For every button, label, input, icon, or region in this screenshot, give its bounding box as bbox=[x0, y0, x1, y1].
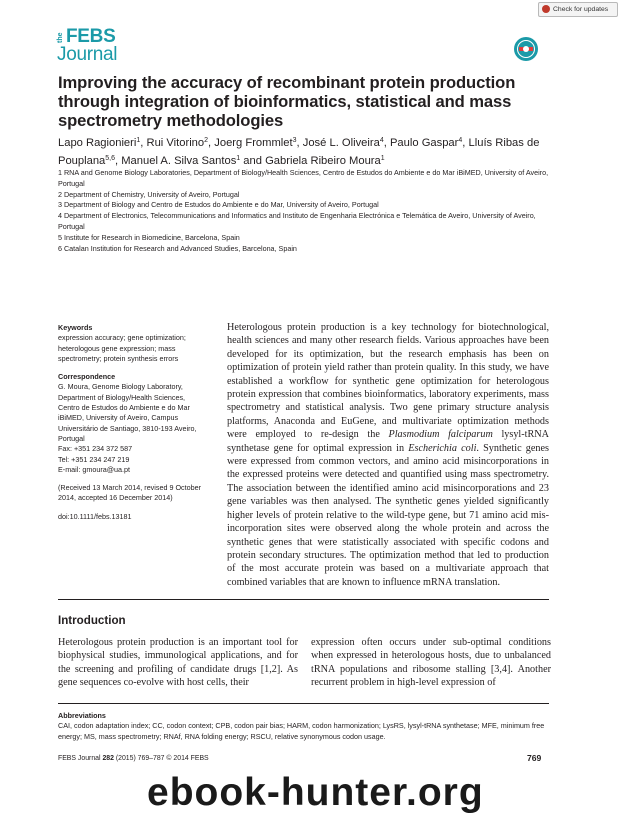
journal-logo-febs: FEBS bbox=[66, 26, 116, 47]
check-for-updates-button[interactable] bbox=[538, 2, 618, 17]
author-affiliation-marker: 4 bbox=[379, 137, 384, 144]
author-name: José L. Oliveira bbox=[302, 137, 380, 149]
abstract-species-italic: Escherichia coli bbox=[408, 442, 477, 454]
affiliation-item: 2 Department of Chemistry, University of Aveiro, Portugal bbox=[58, 189, 240, 199]
abbreviations-divider bbox=[58, 703, 549, 704]
author-name: Rui Vitorino bbox=[146, 137, 205, 149]
affiliation-item: 6 Catalan Institution for Research and Advanced Studies, Barcelona, Spain bbox=[58, 243, 297, 253]
correspondence-line: Portugal bbox=[58, 433, 85, 443]
footer-journal: FEBS Journal bbox=[58, 755, 103, 762]
correspondence-line: Fax: +351 234 372 587 bbox=[58, 444, 133, 454]
affiliation-item: 4 Department of Electronics, Telecommunications and Informatics and Instituto de Engenharia Electrónica e Telemática de Aveiro, University of Aveiro, Portugal bbox=[58, 211, 536, 231]
correspondence-heading: Correspondence bbox=[58, 372, 116, 382]
author-affiliation-marker: 2 bbox=[204, 137, 209, 144]
introduction-heading: Introduction bbox=[58, 614, 126, 627]
correspondence-line: Universitário de Santiago, 3810-193 Aveiro, bbox=[58, 423, 197, 433]
watermark: ebook-hunter.org bbox=[147, 771, 484, 814]
journal-logo-journal: Journal bbox=[57, 44, 118, 65]
abbreviations-text: CAI, codon adaptation index; CC, codon context; CPB, codon pair bias; HARM, codon harmonization; LysRS, lysyl-tRNA synthetase; MFE, minimum free energy; MS, mass spectrometry; RNAf, RNA folding energy; RSCU, relative synonymous codon usage. bbox=[58, 721, 545, 741]
footer-citation bbox=[58, 755, 209, 762]
affiliation-item: 3 Department of Biology and Centro de Estudos do Ambiente e do Mar, University of Aveiro, Portugal bbox=[58, 200, 379, 210]
abstract bbox=[227, 321, 549, 589]
side-column bbox=[58, 323, 210, 530]
journal-logo-the: the bbox=[57, 32, 64, 43]
correspondence-line: Centro de Estudos do Ambiente e do Mar bbox=[58, 403, 190, 413]
article-dates: (Received 13 March 2014, revised 9 October 2014, accepted 16 December 2014) bbox=[58, 483, 202, 503]
check-for-updates-label: Check for updates bbox=[553, 6, 609, 13]
introduction-column-right: expression often occurs under sub-optimal conditions when expressed in heterologous hosts, due to unbalanced tRNA populations and ribosome stalling [3,4]. Another recurrent problem in high-level expression of bbox=[311, 637, 551, 688]
author-affiliation-marker: 1 bbox=[380, 155, 385, 162]
article-title: Improving the accuracy of recombinant protein production through integration of bioinformatics, statistical and mass spectrometry methodologies bbox=[58, 73, 516, 130]
author-affiliation-marker: 3 bbox=[292, 137, 297, 144]
affiliation-item: 1 RNA and Genome Biology Laboratories, Department of Biology/Health Sciences, Centro de Estudos do Ambiente e do Mar iBiMED, University of Aveiro, Portugal bbox=[58, 168, 549, 188]
keywords-text: expression accuracy; gene optimization; heterologous gene expression; mass spectrometry; protein synthesis errors bbox=[58, 333, 186, 363]
footer-copyright: (2015) 769–787 © 2014 FEBS bbox=[113, 755, 209, 762]
section-divider bbox=[58, 599, 549, 600]
author-name: Joerg Frommlet bbox=[214, 137, 293, 149]
journal-logo bbox=[57, 27, 127, 67]
footer-volume: 282 bbox=[102, 755, 114, 762]
page-number: 769 bbox=[527, 753, 542, 763]
abbreviations-heading: Abbreviations bbox=[58, 711, 106, 720]
abstract-species-italic: Plasmodium falciparum bbox=[388, 429, 493, 441]
author-name: Gabriela Ribeiro Moura bbox=[265, 155, 381, 167]
author-name: Paulo Gaspar bbox=[389, 137, 459, 149]
introduction-column-left: Heterologous protein production is an important tool for biophysical studies, immunological applications, and for the screening and profiling of candidate drugs [1,2]. As gene sequences co-evolve with host cells, their bbox=[58, 637, 298, 688]
author-affiliation-marker: 4 bbox=[458, 137, 463, 144]
correspondence-line: G. Moura, Genome Biology Laboratory, bbox=[58, 382, 183, 392]
abstract-text: lysyl-tRNA synthetase gene for optimal expression in bbox=[227, 429, 549, 454]
abstract-text: Heterologous protein production is a key technology for biotechnological, health sciences and many other research fields. Various approaches have been developed for its optimization, but the research emphasis has been on optimization of protein yield rather than protein quality. In this study, we have established a workflow for synthetic gene optimization for heterologous protein expression that combines bioinformatics, laboratory experiments, mass spectrometry and statistical analysis. Two gene primary structure analysis platforms, Anaconda and EuGene, and multivariate optimization methods were employed to re-design the bbox=[227, 322, 549, 441]
affiliation-item: 5 Institute for Research in Biomedicine, Barcelona, Spain bbox=[58, 232, 240, 242]
author-name: Manuel A. Silva Santos bbox=[121, 155, 237, 167]
abstract-text: . Synthetic genes were expressed from common vectors, and amino acid misincorporations in the expressed proteins were detected and quantified using mass spectrometry. The association between the identified amino acid misincorporations and 23 gene variables was then analysed. The synthetic genes yielded significantly higher levels of protein relative to the wild-type gene, but 71 amino acid mis-incorporation sites were observed along the whole protein and across the synthetic genes that were statistically associated with specific codons and protein secondary structures. The optimization method that led to production of the most accurate protein was based on a multivariate approach that combined variables that are known to influence mRNA translation. bbox=[227, 442, 549, 588]
correspondence-line: iBiMED, University of Aveiro, Campus bbox=[58, 413, 179, 423]
author-affiliation-marker: 1 bbox=[236, 155, 241, 162]
correspondence-line: Tel: +351 234 247 219 bbox=[58, 454, 130, 464]
correspondence-line: Department of Biology/Health Sciences, bbox=[58, 392, 186, 402]
author-affiliation-marker: 1 bbox=[136, 137, 141, 144]
abbreviations bbox=[58, 711, 549, 742]
author-list: Lapo Ragionieri$^1$, Rui Vitorino$^2$, Joerg Frommlet$^3$, José L. Oliveira$^4$, Paulo Gaspar$^4$, Lluís Ribas de Pouplana$^{5,6}$, Manuel A. Silva Santos$^1$ and Gabriela Ribeiro Moura$^1$ bbox=[58, 137, 540, 167]
keywords-heading: Keywords bbox=[58, 323, 93, 332]
update-icon bbox=[542, 5, 550, 13]
article-doi[interactable]: doi:10.1111/febs.13181 bbox=[58, 511, 132, 521]
affiliations bbox=[58, 168, 558, 254]
author-name: Lluís Ribas de Pouplana bbox=[58, 137, 540, 167]
author-affiliation-marker: 5,6 bbox=[105, 155, 116, 162]
correspondence-email[interactable]: E-mail: gmoura@ua.pt bbox=[58, 464, 131, 474]
febs-emblem-icon bbox=[513, 36, 539, 62]
author-name: Lapo Ragionieri bbox=[58, 137, 137, 149]
